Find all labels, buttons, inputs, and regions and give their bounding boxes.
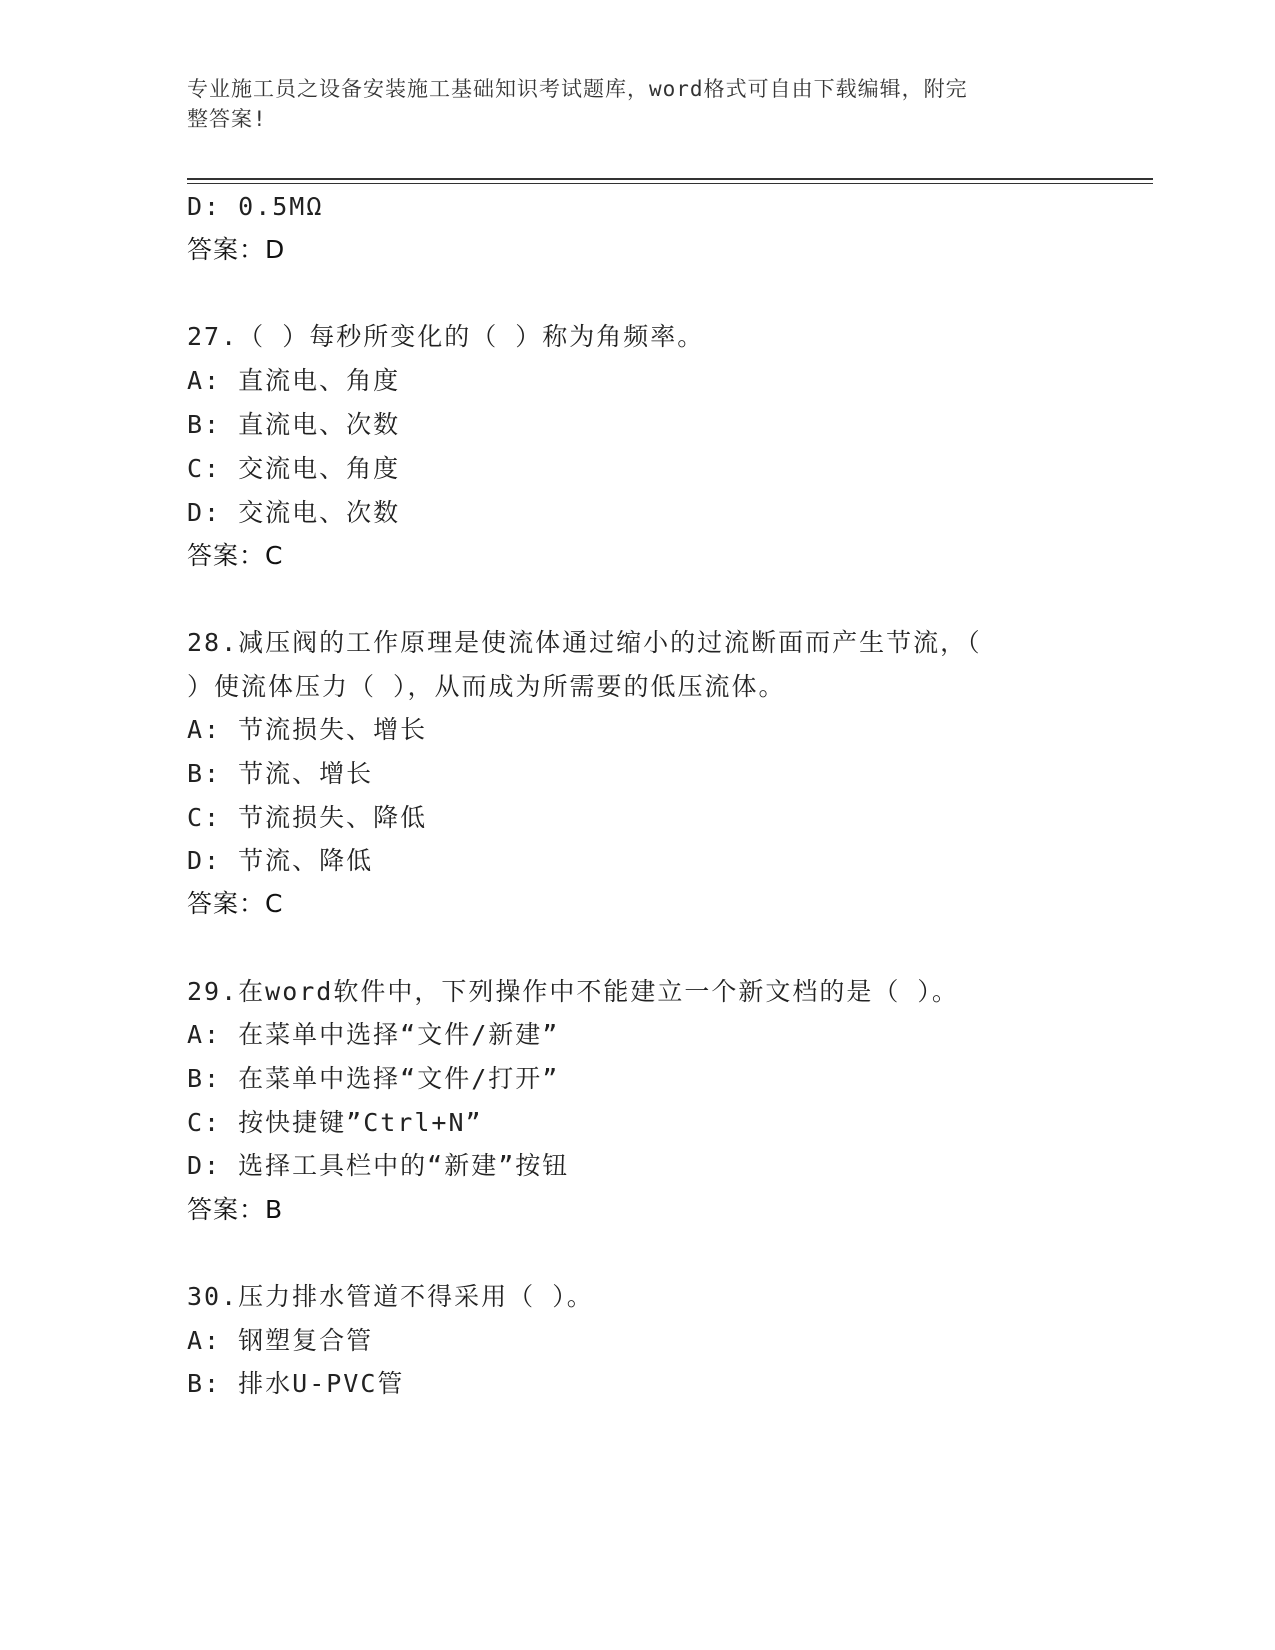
- question-stem-continued: ）使流体压力（ ），从而成为所需要的低压流体。: [187, 672, 786, 701]
- answer-line: 答案：C: [187, 889, 284, 918]
- option-d: D: 节流、降低: [187, 846, 374, 875]
- header-title-line-2: 整答案!: [187, 107, 267, 131]
- option-c: C: 交流电、角度: [187, 454, 401, 483]
- answer-line: 答案：D: [187, 235, 286, 264]
- answer-line: 答案：C: [187, 541, 284, 570]
- option-d: D: 交流电、次数: [187, 498, 401, 527]
- question-stem: 28.减压阀的工作原理是使流体通过缩小的过流断面而产生节流，（: [187, 628, 982, 657]
- option-c: C: 按快捷键”Ctrl+N”: [187, 1108, 483, 1137]
- option-b: B: 节流、增长: [187, 759, 374, 788]
- option-c: C: 节流损失、降低: [187, 803, 428, 832]
- question-stem: 27.（ ）每秒所变化的（ ）称为角频率。: [187, 322, 705, 351]
- option-a: A: 钢塑复合管: [187, 1326, 374, 1355]
- header-title-line-1: 专业施工员之设备安装施工基础知识考试题库，word格式可自由下载编辑，附完: [187, 77, 968, 101]
- option-d: D: 0.5MΩ: [187, 192, 324, 221]
- option-a: A: 节流损失、增长: [187, 715, 428, 744]
- question-stem: 30.压力排水管道不得采用（ ）。: [187, 1282, 594, 1311]
- document-header: [187, 74, 1067, 134]
- option-b: B: 直流电、次数: [187, 410, 401, 439]
- header-divider-thick: [187, 178, 1153, 180]
- option-d: D: 选择工具栏中的“新建”按钮: [187, 1151, 570, 1180]
- option-b: B: 排水U-PVC管: [187, 1369, 405, 1398]
- option-b: B: 在菜单中选择“文件/打开”: [187, 1064, 560, 1093]
- header-divider-thin: [187, 183, 1153, 184]
- answer-line: 答案：B: [187, 1195, 284, 1224]
- option-a: A: 直流电、角度: [187, 366, 401, 395]
- option-a: A: 在菜单中选择“文件/新建”: [187, 1020, 560, 1049]
- question-stem: 29.在word软件中，下列操作中不能建立一个新文档的是（ ）。: [187, 977, 959, 1006]
